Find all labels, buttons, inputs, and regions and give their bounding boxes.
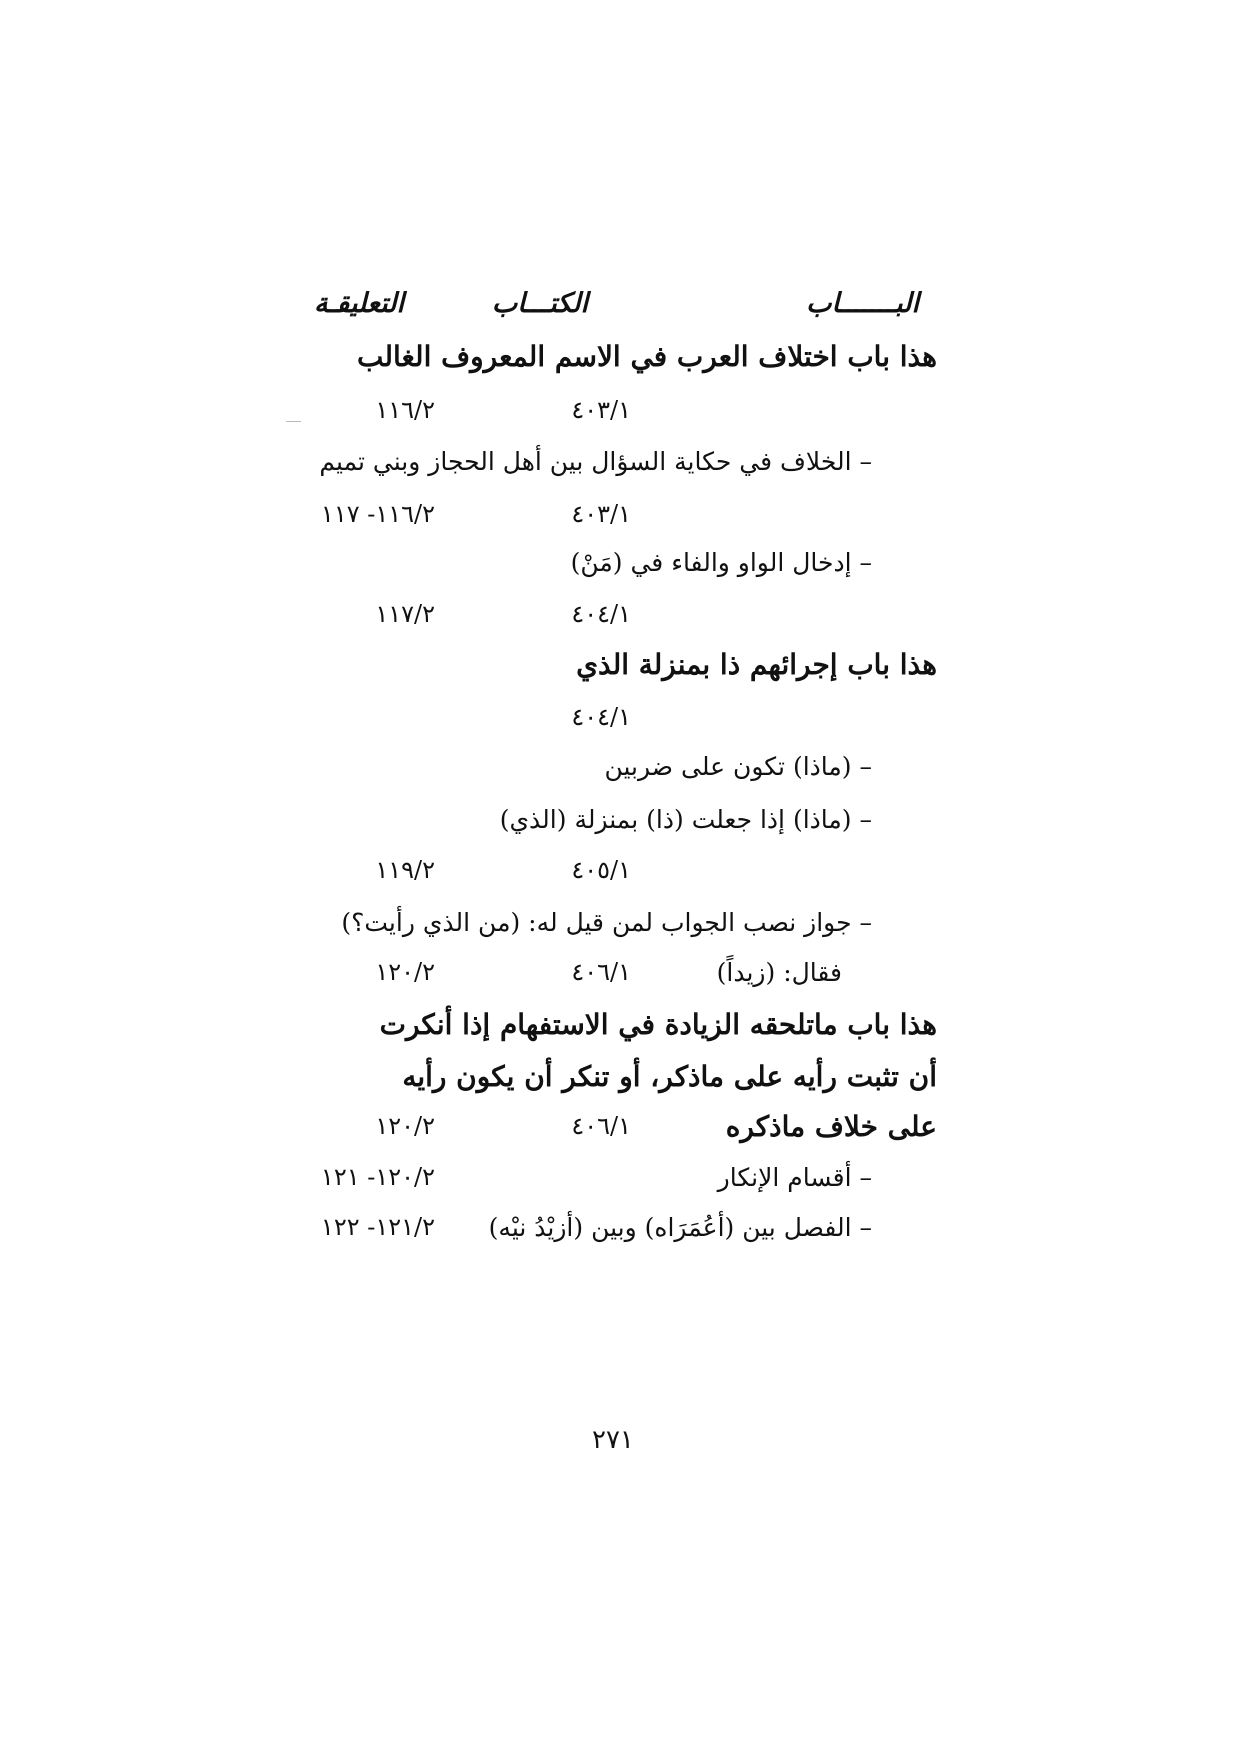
section-title: هذا باب إجرائهم ذا بمنزلة الذي <box>576 648 937 681</box>
section-title: هذا باب ماتلحقه الزيادة في الاستفهام إذا أنكرت <box>379 1008 937 1041</box>
comment-ref: ١٢٠/٢ <box>375 1112 435 1140</box>
list-item: – الفصل بين (أعُمَرَاه) وبين (أزيْدُ نيْه) <box>488 1213 872 1242</box>
scan-mark <box>286 421 301 422</box>
list-item: – إدخال الواو والفاء في (مَنْ) <box>570 548 872 577</box>
comment-ref: ١٢٠/٢ <box>375 958 435 986</box>
list-item: – جواز نصب الجواب لمن قيل له: (من الذي رأيت؟) <box>341 908 872 937</box>
book-ref: ٤٠٤/١ <box>571 600 631 628</box>
book-ref: ٤٠٥/١ <box>571 856 631 884</box>
column-header-comment: التعليقـة <box>313 288 404 319</box>
list-item: – (ماذا) تكون على ضربين <box>604 752 872 781</box>
list-item: – (ماذا) إذا جعلت (ذا) بمنزلة (الذي) <box>499 805 872 834</box>
comment-ref: ١١٩/٢ <box>375 856 435 884</box>
list-item: – الخلاف في حكاية السؤال بين أهل الحجاز وبني تميم <box>319 447 872 476</box>
book-ref: ٤٠٣/١ <box>571 396 631 424</box>
section-title-continuation: على خلاف ماذكره <box>725 1110 937 1143</box>
column-header-chapter: البـــــــاب <box>806 288 919 319</box>
list-item: – أقسام الإنكار <box>717 1163 872 1192</box>
section-title-continuation: أن تثبت رأيه على ماذكر، أو تنكر أن يكون رأيه <box>402 1060 937 1093</box>
page-number: ٢٧١ <box>592 1425 634 1455</box>
comment-ref: ١١٦/٢- ١١٧ <box>320 500 435 528</box>
section-title: هذا باب اختلاف العرب في الاسم المعروف الغالب <box>356 340 937 373</box>
book-ref: ٤٠٦/١ <box>571 1112 631 1140</box>
comment-ref: ١٢٠/٢- ١٢١ <box>320 1163 435 1191</box>
book-ref: ٤٠٣/١ <box>571 500 631 528</box>
comment-ref: ١١٦/٢ <box>375 396 435 424</box>
book-ref: ٤٠٤/١ <box>571 703 631 731</box>
comment-ref: ١٢١/٢- ١٢٢ <box>320 1213 435 1241</box>
column-header-book: الكتـــاب <box>491 288 588 319</box>
comment-ref: ١١٧/٢ <box>375 600 435 628</box>
list-item-continuation: فقال: (زيداً) <box>716 958 842 987</box>
book-ref: ٤٠٦/١ <box>571 958 631 986</box>
